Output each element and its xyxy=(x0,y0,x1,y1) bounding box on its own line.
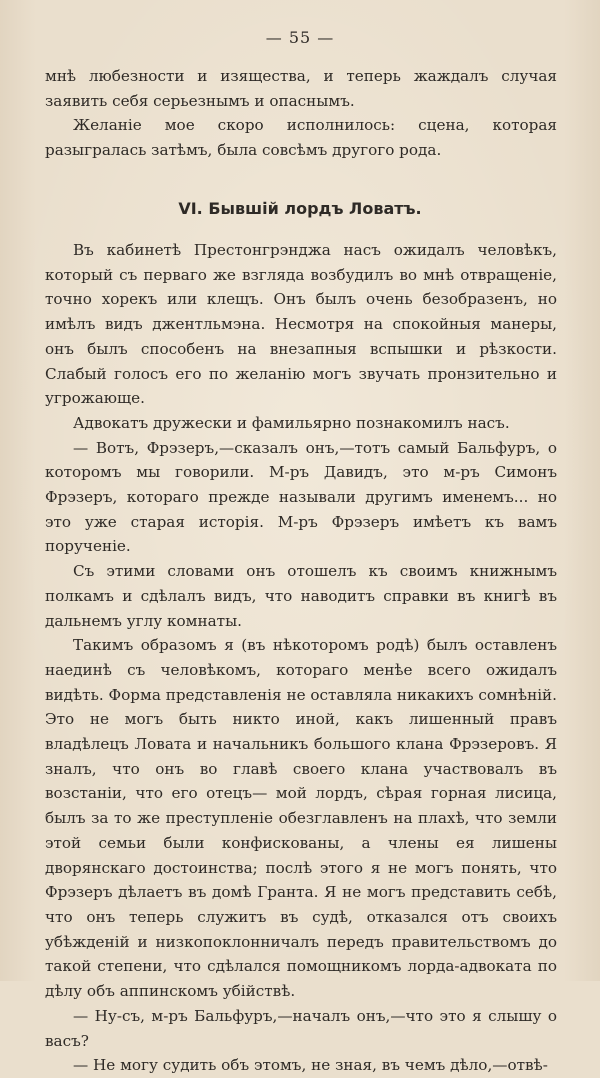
paragraph: Въ кабинетѣ Престонгрэнджа насъ ожидалъ человѣкъ, который съ перваго же взгляда возбудилъ во мнѣ отвращеніе, точно хорекъ или клещъ. Онъ былъ очень безобразенъ, но имѣлъ видъ джентльмэна. Несмотря на спокойныя манеры, онъ былъ способенъ на внезапныя вспышки и рѣзкости. Слабый голосъ его по желанію могъ звучать пронзительно и угрожающе. xyxy=(45,241,557,408)
paragraph: Желаніе мое скоро исполнилось: сцена, которая разыгралась затѣмъ, была совсѣмъ другого рода. xyxy=(45,116,557,160)
paragraph: — Не могу судить объ этомъ, не зная, въ чемъ дѣло,—отвѣ- xyxy=(73,1056,548,1075)
paragraph: — Ну-съ, м-ръ Бальфуръ,—началъ онъ,—что это я слышу о васъ? xyxy=(45,1006,557,1050)
intro-text xyxy=(45,64,557,163)
paragraph: — Вотъ, Фрэзеръ,—сказалъ онъ,—тотъ самый Бальфуръ, о которомъ мы говорили. М-ръ Давидъ, это м-ръ Симонъ Фрэзеръ, котораго прежде называли другимъ именемъ... но это уже старая исторія. М-ръ Фрэзеръ имѣетъ къ вамъ порученіе. xyxy=(45,438,557,556)
chapter-text xyxy=(45,238,557,1078)
paragraph: Такимъ образомъ я (въ нѣкоторомъ родѣ) былъ оставленъ наединѣ съ человѣкомъ, котораго менѣе всего ожидалъ видѣть. Форма представленія не оставляла никакихъ сомнѣній. Это не могъ быть никто иной, какъ лишенный правъ владѣлецъ Ловата и начальникъ большого клана Фрэзеровъ. Я зналъ, что онъ во главѣ своего клана участвовалъ въ возстаніи, что его отецъ— мой лордъ, сѣрая горная лисица, былъ за то же преступленіе обезглавленъ на плахѣ, что земли этой семьи были конфискованы, а члены ея лишены дворянскаго достоинства; послѣ этого я не могъ понять, что Фрэзеръ дѣлаетъ въ домѣ Гранта. Я не могъ представить себѣ, что онъ теперь служитъ въ судѣ, отказался отъ своихъ убѣжденій и низкопоклонничалъ передъ правительствомъ до такой степени, что сдѣлался помощникомъ лорда-адвоката по дѣлу объ аппинскомъ убійствѣ. xyxy=(45,636,557,1001)
page-number: — 55 — xyxy=(265,28,335,47)
paragraph: мнѣ любезности и изящества, и теперь жаждалъ случая заявить себя серьезнымъ и опаснымъ. xyxy=(45,67,557,110)
paragraph: Съ этими словами онъ отошелъ къ своимъ книжнымъ полкамъ и сдѣлалъ видъ, что наводитъ справки въ книгѣ въ дальнемъ углу комнаты. xyxy=(45,562,557,630)
paragraph: Адвокатъ дружески и фамильярно познакомилъ насъ. xyxy=(73,413,510,432)
chapter-heading: VI. Бывшій лордъ Ловатъ. xyxy=(178,199,422,218)
